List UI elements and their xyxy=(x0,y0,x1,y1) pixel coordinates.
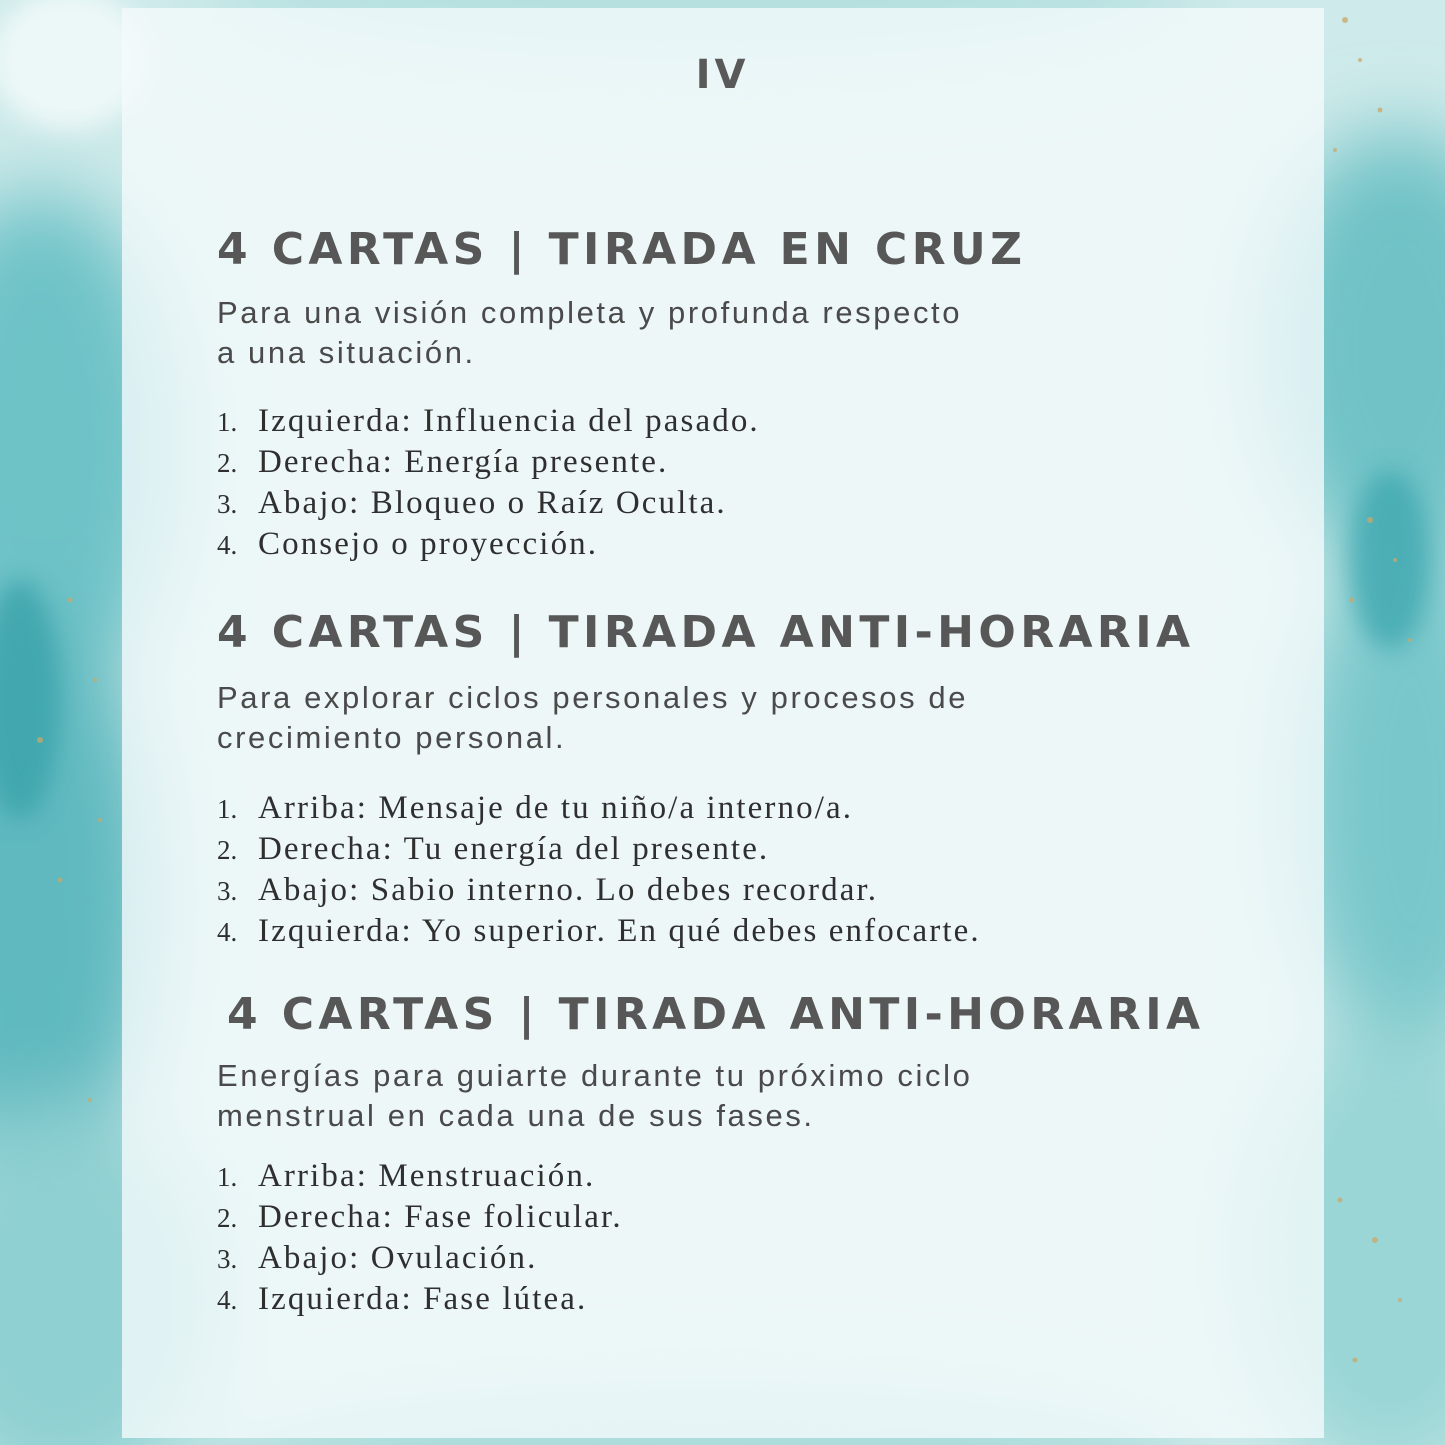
list-item-text: Derecha: Energía presente. xyxy=(258,444,669,480)
description-line: crecimiento personal. xyxy=(217,720,567,755)
section-heading-ciclo-menstrual: 4 CARTAS | TIRADA ANTI-HORARIA xyxy=(227,989,1205,1040)
list-number: 4. xyxy=(217,917,238,947)
list-item-text: Arriba: Menstruación. xyxy=(258,1158,596,1194)
list-number: 3. xyxy=(217,489,238,519)
list-number: 1. xyxy=(217,1162,238,1192)
list-item xyxy=(217,829,981,870)
list-item xyxy=(217,524,760,565)
list-item-text: Izquierda: Fase lútea. xyxy=(258,1281,588,1317)
description-line: Energías para guiarte durante tu próximo ciclo xyxy=(217,1058,973,1093)
list-item-text: Abajo: Sabio interno. Lo debes recordar. xyxy=(258,872,879,908)
list-number: 4. xyxy=(217,1285,238,1315)
card-position-list-cruz xyxy=(217,401,760,565)
list-item-text: Abajo: Bloqueo o Raíz Oculta. xyxy=(258,485,727,521)
description-line: Para una visión completa y profunda respecto xyxy=(217,295,963,330)
description-line: Para explorar ciclos personales y procesos de xyxy=(217,680,969,715)
list-item xyxy=(217,1156,623,1197)
section-heading-cruz: 4 CARTAS | TIRADA EN CRUZ xyxy=(217,224,1027,275)
list-item-text: Derecha: Fase folicular. xyxy=(258,1199,623,1235)
list-item xyxy=(217,870,981,911)
list-item-text: Izquierda: Yo superior. En qué debes enfocarte. xyxy=(258,913,981,949)
section-description-anti-horaria xyxy=(217,678,968,758)
description-line: a una situación. xyxy=(217,335,476,370)
section-description-cruz xyxy=(217,293,962,373)
list-number: 2. xyxy=(217,1203,238,1233)
list-number: 3. xyxy=(217,1244,238,1274)
list-item xyxy=(217,911,981,952)
card-position-list-ciclo-menstrual xyxy=(217,1156,623,1320)
list-number: 1. xyxy=(217,407,238,437)
list-number: 3. xyxy=(217,876,238,906)
list-item-text: Abajo: Ovulación. xyxy=(258,1240,538,1276)
list-number: 1. xyxy=(217,794,238,824)
list-item xyxy=(217,1197,623,1238)
list-item xyxy=(217,1238,623,1279)
list-item-text: Arriba: Mensaje de tu niño/a interno/a. xyxy=(258,790,854,826)
description-line: menstrual en cada una de sus fases. xyxy=(217,1098,815,1133)
list-number: 2. xyxy=(217,835,238,865)
card-position-list-anti-horaria xyxy=(217,788,981,952)
list-item xyxy=(217,442,760,483)
list-number: 4. xyxy=(217,530,238,560)
list-item xyxy=(217,401,760,442)
list-item xyxy=(217,788,981,829)
list-number: 2. xyxy=(217,448,238,478)
section-description-ciclo-menstrual xyxy=(217,1056,972,1136)
list-item-text: Derecha: Tu energía del presente. xyxy=(258,831,770,867)
list-item-text: Consejo o proyección. xyxy=(258,526,599,562)
list-item xyxy=(217,1279,623,1320)
list-item xyxy=(217,483,760,524)
list-item-text: Izquierda: Influencia del pasado. xyxy=(258,403,760,439)
section-heading-anti-horaria: 4 CARTAS | TIRADA ANTI-HORARIA xyxy=(217,607,1195,658)
page-number: IV xyxy=(695,52,750,98)
